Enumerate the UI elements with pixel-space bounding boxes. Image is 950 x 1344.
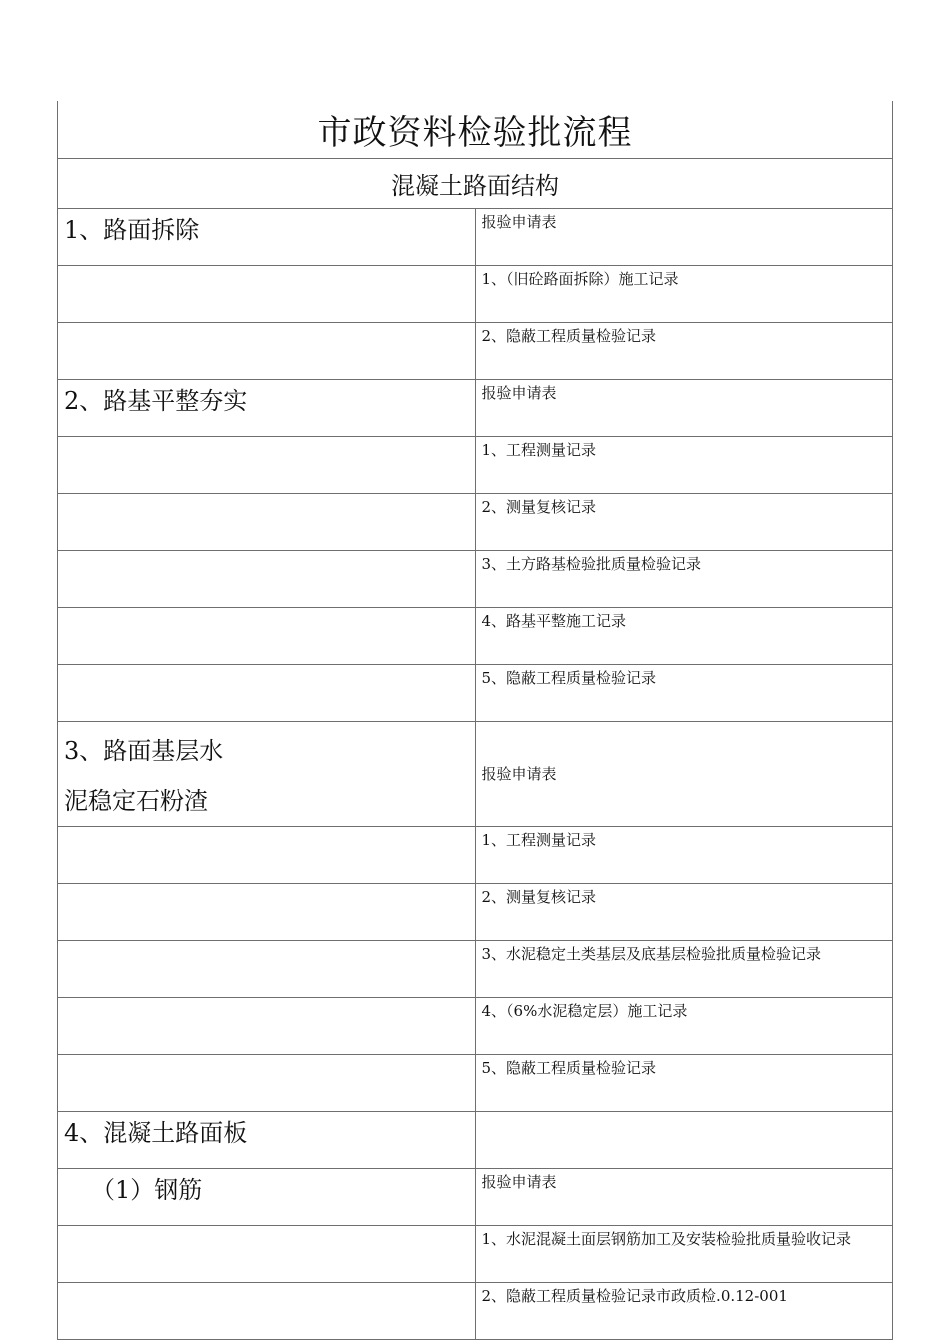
step-label-line: 3、路面基层水 xyxy=(64,737,224,765)
record-item xyxy=(475,1112,893,1169)
step-label xyxy=(58,827,476,884)
record-item: 2、隐蔽工程质量检验记录市政质检.0.12-001 xyxy=(475,1283,893,1340)
record-item: 1、工程测量记录 xyxy=(475,827,893,884)
table-row xyxy=(58,1226,893,1283)
table-row xyxy=(58,266,893,323)
table-row xyxy=(58,209,893,266)
table-row xyxy=(58,884,893,941)
record-item: 3、水泥稳定土类基层及底基层检验批质量检验记录 xyxy=(475,941,893,998)
step-label: 4、混凝土路面板 xyxy=(58,1112,476,1169)
table-row xyxy=(58,1283,893,1340)
step-label: 2、路基平整夯实 xyxy=(58,380,476,437)
record-item: 报验申请表 xyxy=(475,722,893,827)
step-label-line: 泥稳定石粉渣 xyxy=(64,787,208,815)
table-row xyxy=(58,827,893,884)
record-item: 3、土方路基检验批质量检验记录 xyxy=(475,551,893,608)
step-label xyxy=(58,884,476,941)
record-item: 1、水泥混凝土面层钢筋加工及安装检验批质量验收记录 xyxy=(475,1226,893,1283)
step-label: 1、路面拆除 xyxy=(58,209,476,266)
record-item: 5、隐蔽工程质量检验记录 xyxy=(475,665,893,722)
page-title: 市政资料检验批流程 xyxy=(58,101,893,159)
step-label: （1）钢筋 xyxy=(58,1169,476,1226)
record-item: 报验申请表 xyxy=(475,209,893,266)
inspection-table xyxy=(57,101,893,1340)
step-label xyxy=(58,998,476,1055)
step-label xyxy=(58,1283,476,1340)
table-row xyxy=(58,380,893,437)
table-row xyxy=(58,1169,893,1226)
record-item: 报验申请表 xyxy=(475,1169,893,1226)
step-label xyxy=(58,323,476,380)
step-label xyxy=(58,494,476,551)
table-row xyxy=(58,722,893,827)
record-item: 2、测量复核记录 xyxy=(475,884,893,941)
table-row xyxy=(58,551,893,608)
step-label xyxy=(58,1055,476,1112)
step-label xyxy=(58,665,476,722)
step-label xyxy=(58,941,476,998)
step-label xyxy=(58,1226,476,1283)
table-row xyxy=(58,437,893,494)
table-row xyxy=(58,1112,893,1169)
step-label xyxy=(58,551,476,608)
document xyxy=(57,101,893,1340)
record-item: 4、（6%水泥稳定层）施工记录 xyxy=(475,998,893,1055)
table-row xyxy=(58,941,893,998)
record-item: 1、工程测量记录 xyxy=(475,437,893,494)
record-item: 2、隐蔽工程质量检验记录 xyxy=(475,323,893,380)
table-row xyxy=(58,494,893,551)
table-row xyxy=(58,998,893,1055)
record-item: 4、路基平整施工记录 xyxy=(475,608,893,665)
step-label xyxy=(58,266,476,323)
record-item: 报验申请表 xyxy=(475,380,893,437)
step-label xyxy=(58,608,476,665)
table-row xyxy=(58,665,893,722)
step-label xyxy=(58,437,476,494)
table-row xyxy=(58,608,893,665)
section-subtitle: 混凝土路面结构 xyxy=(58,159,893,209)
step-label xyxy=(58,722,476,827)
record-item: 5、隐蔽工程质量检验记录 xyxy=(475,1055,893,1112)
table-row xyxy=(58,1055,893,1112)
table-row xyxy=(58,323,893,380)
record-item: 1、（旧砼路面拆除）施工记录 xyxy=(475,266,893,323)
record-item: 2、测量复核记录 xyxy=(475,494,893,551)
